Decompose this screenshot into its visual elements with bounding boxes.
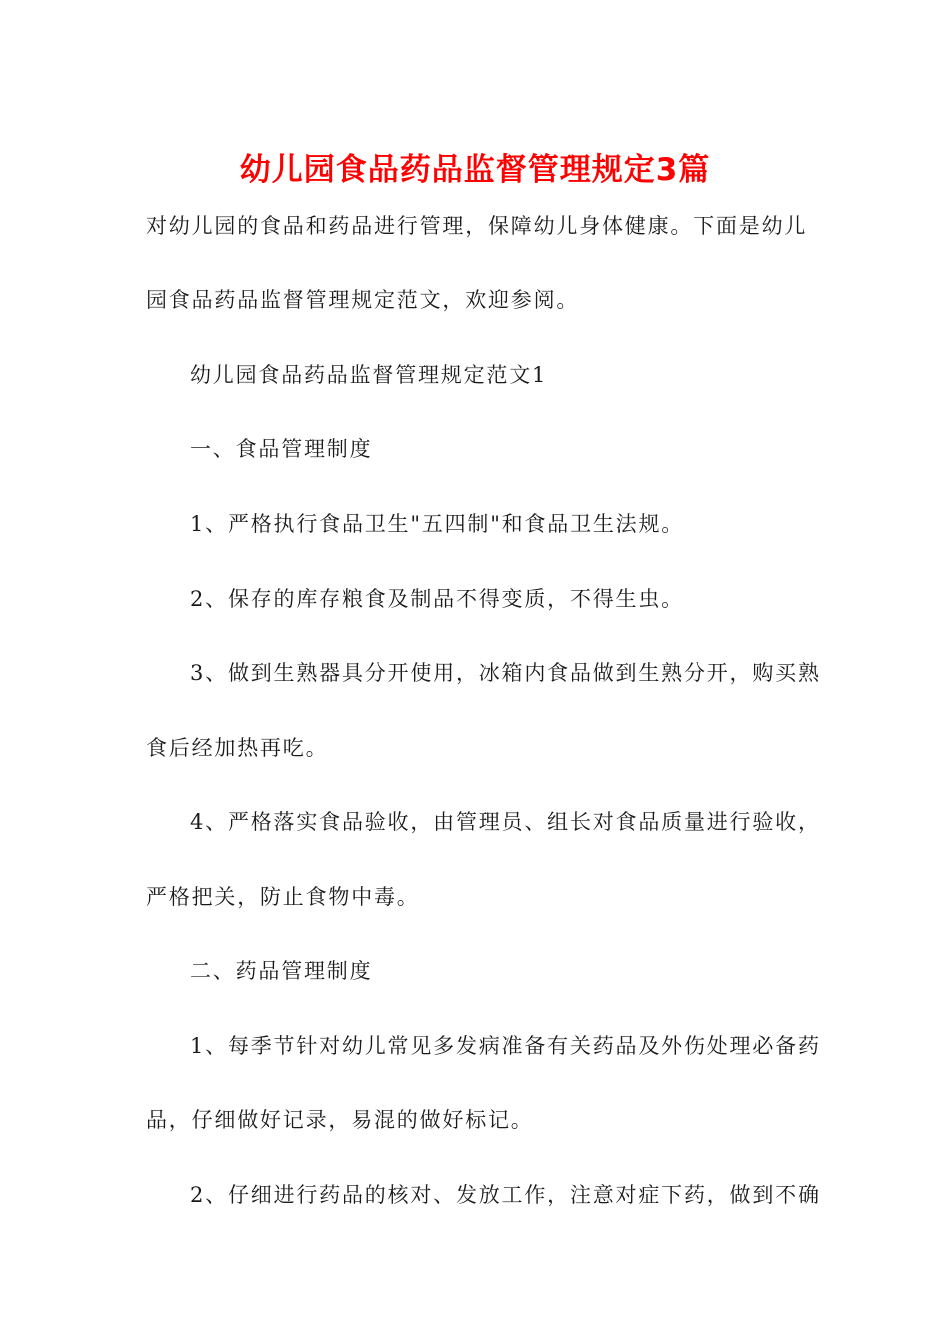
list-item: 1、严格执行食品卫生"五四制"和食品卫生法规。	[190, 512, 685, 536]
paragraph-line: 对幼儿园的食品和药品进行管理，保障幼儿身体健康。下面是幼儿	[146, 214, 808, 238]
section-heading: 幼儿园食品药品监督管理规定范文1	[190, 363, 548, 387]
list-item: 4、严格落实食品验收，由管理员、组长对食品质量进行验收，	[190, 810, 821, 834]
subsection-heading: 二、药品管理制度	[190, 959, 373, 983]
list-item-continuation: 食后经加热再吃。	[146, 736, 329, 760]
list-item: 3、做到生熟器具分开使用，冰箱内食品做到生熟分开，购买熟	[190, 661, 821, 685]
subsection-heading: 一、食品管理制度	[190, 437, 373, 461]
list-item: 2、仔细进行药品的核对、发放工作，注意对症下药，做到不确	[190, 1183, 821, 1207]
document-title: 幼儿园食品药品监督管理规定3篇	[239, 152, 711, 188]
list-item-continuation: 严格把关，防止食物中毒。	[146, 885, 420, 909]
list-item: 2、保存的库存粮食及制品不得变质，不得生虫。	[190, 587, 684, 611]
paragraph-line: 园食品药品监督管理规定范文，欢迎参阅。	[146, 288, 580, 312]
list-item-continuation: 品，仔细做好记录，易混的做好标记。	[146, 1108, 534, 1132]
list-item: 1、每季节针对幼儿常见多发病准备有关药品及外伤处理必备药	[190, 1034, 821, 1058]
